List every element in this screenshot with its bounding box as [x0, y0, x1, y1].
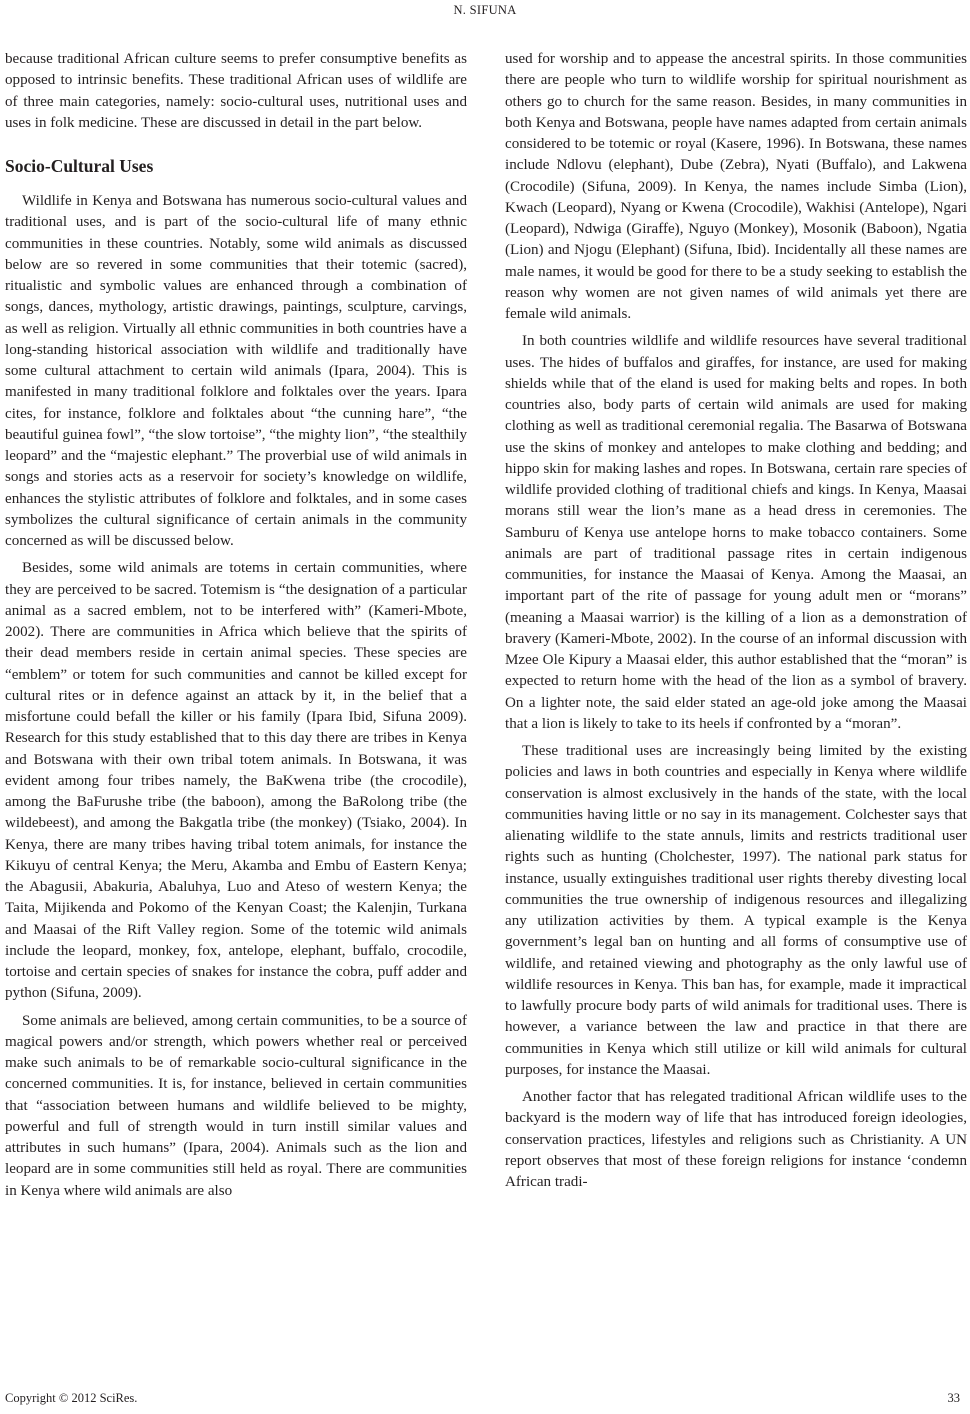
paragraph: In both countries wildlife and wildlife resources have several traditional uses. The hides of buffalos and giraffes, for instance, are used for making shields while that of the eland is used for making belts and ropes. In both countries also, body parts of certain wild animals are used for making clothing as well as traditional ceremonial regalia. The Basarwa of Botswana use the skins of monkey and antelopes to make clothing and bedding; and hippo skin for making lashes and ropes. In Botswana, certain rare species of wildlife provided clothing of traditional chiefs and kings. In Kenya, Maasai morans still wear the lion’s mane as a head dress in ceremonies. The Samburu of Kenya use antelope horns to make tobacco containers. Some animals are part of traditional passage rites in certain indigenous communities, for instance the Maasai of Kenya. Among the Maasai, an important part of the rite of passage for young adult men or “morans” (meaning a Maasai warrior) is the killing of a lion as a demonstration of bravery (Kameri-Mbote, 2002). In the course of an informal discussion with Mzee Ole Kipury a Maasai elder, this author established that the “moran” is expected to return home with the head of the lion as a symbol of bravery. On a lighter note, the said elder stated an age-old joke among the Maasai that a lion is likely to take to its heels if confronted by a “moran”.	[505, 333, 967, 732]
right-column	[505, 49, 967, 1199]
running-head: N. SIFUNA	[453, 3, 517, 17]
section-heading: Socio-Cultural Uses	[5, 156, 154, 176]
paragraph: Some animals are believed, among certain communities, to be a source of magical powers and/or strength, which powers whether real or perceived make such animals to be of remarkable socio-cultural significance in the concerned communities. It is, for instance, believed in certain communities that “association between humans and wildlife believed to be mighty, powerful and full of strength would in turn instill similar values and attributes in such humans” (Ipara, 2004). Animals such as the lion and leopard are in some communities still held as royal. There are communities in Kenya where wild animals are also	[5, 1012, 467, 1199]
left-column	[5, 49, 467, 1208]
paragraph: Wildlife in Kenya and Botswana has numerous socio-cultural values and traditional uses, and is part of the socio-cultural life of many ethnic communities in these countries. Notably, some wild animals as discussed below are so revered in some communities that their totemic (sacred), ritualistic and symbolic values are enhanced through a combination of songs, dances, mythology, artistic drawings, paintings, sculpture, carvings, as well as religion. Virtually all ethnic communities in both countries have a long-standing historical association with wildlife and traditionally have some cultural attachment to certain wild animals (Ipara, 2004). This is manifested in many traditional folklore and folktales over the years. Ipara cites, for instance, folklore and folktales about “the cunning hare”, “the beautiful guinea fowl”, “the slow tortoise”, “the mighty lion”, “the stealthily leopard” and the “majestic elephant.” The proverbial use of wild animals in songs and stories acts as a reservoir for society’s knowledge on wildlife, enhances the stylistic attributes of folklore and folktales, and in some cases symbolizes the cultural significance of certain animals in the community concerned as will be discussed below.	[5, 193, 467, 549]
paragraph: These traditional uses are increasingly being limited by the existing policies and laws in both countries and especially in Kenya where wildlife conservation is almost exclusively in the hands of the state, with the local communities having little or no say in its management. Colchester says that alienating wildlife to the state annuls, limits and restricts traditional user rights such as hunting (Cholchester, 1997). The national park status for instance, usually extinguishes traditional user rights thereby divesting local communities the true ownership of indigenous resources and illegalizing any utilization activities by them. A typical example is the Kenya government’s legal ban on hunting and all forms of consumptive use of wildlife, and retained viewing and photography as the only lawful use of wildlife resources in Kenya. This ban has, for example, made it impractical to lawfully procure body parts of wild animals for traditional uses. There is however, a variance between the law and practice in that there are communities in Kenya which still utilize or kill wild animals for cultural purposes, for instance the Maasai.	[505, 743, 967, 1078]
paragraph: because traditional African culture seems to prefer consumptive benefits as opposed to intrinsic benefits. These traditional African uses of wildlife are of three main categories, namely: socio-cultural uses, nutritional uses and uses in folk medicine. These are discussed in detail in the part below.	[5, 51, 467, 131]
paragraph: used for worship and to appease the ancestral spirits. In those communities there are people who turn to wildlife worship for spiritual nourishment as others go to church for the same reason. Besides, in many communities in both Kenya and Botswana, people have names adapted from certain animals considered to be totemic or royal (Kasere, 1996). In Botswana, these names include Ndlovu (elephant), Dube (Zebra), Nyati (Buffalo), and Lakwena (Crocodile) (Sifuna, 2009). In Kenya, the names include Simba (Lion), Kwach (Leopard), Nyang or Kwena (Crocodile), Wakhisi (Antelope), Ngari (Leopard), Ndwiga (Giraffe), Nguyo (Monkey), Mosonik (Baboon), Ngatia (Lion) and Njogu (Elephant) (Sifuna, Ibid). Incidentally all these names are male names, it would be good for there to be a study seeking to establish the reason why women are not given names of wild animals yet there are female wild animals.	[505, 51, 967, 322]
copyright-notice: Copyright © 2012 SciRes.	[5, 1391, 138, 1405]
page-number: 33	[947, 1391, 960, 1405]
paragraph: Besides, some wild animals are totems in certain communities, where they are perceived to be sacred. Totemism is “the designation of a particular animal as a sacred emblem, not to be interfered with” (Kameri-Mbote, 2002). There are communities in Africa which believe that the spirits of their dead members reside in certain animal species. These species are “emblem” or totem for such communities and cannot be killed except for cultural rites or in defence against an attack by it, in the belief that a misfortune could befall the killer or his family (Ipara Ibid, Sifuna 2009). Research for this study established that to this day there are tribes in Kenya and Botswana with their own tribal totem animals. In Botswana, it was evident among four tribes namely, the BaKwena tribe (the crocodile), among the BaFurushe tribe (the baboon), among the BaRolong tribe (the wildebeest), and among the Bakgatla tribe (the monkey) (Tsiako, 2004). In Kenya, there are many tribes having tribal totem animals, for instance the Kikuyu of central Kenya; the Meru, Akamba and Embu of Eastern Kenya; the Abagusii, Abakuria, Abaluhya, Luo and Ateso of western Kenya; the Taita, Mijikenda and Pokomo of the Kenyan Coast; the Kalenjin, Turkana and Maasai of the Rift Valley region. Some of the totemic wild animals include the leopard, monkey, fox, antelope, elephant, buffalo, crocodile, tortoise and certain species of snakes for instance the cobra, puff adder and python (Sifuna, 2009).	[5, 560, 467, 1002]
paragraph: Another factor that has relegated traditional African wildlife uses to the backyard is the modern way of life that has introduced foreign ideologies, conservation practices, lifestyles and religions such as Christianity. A UN report observes that most of these foreign religions for instance ‘condemn African tradi-	[505, 1089, 967, 1190]
